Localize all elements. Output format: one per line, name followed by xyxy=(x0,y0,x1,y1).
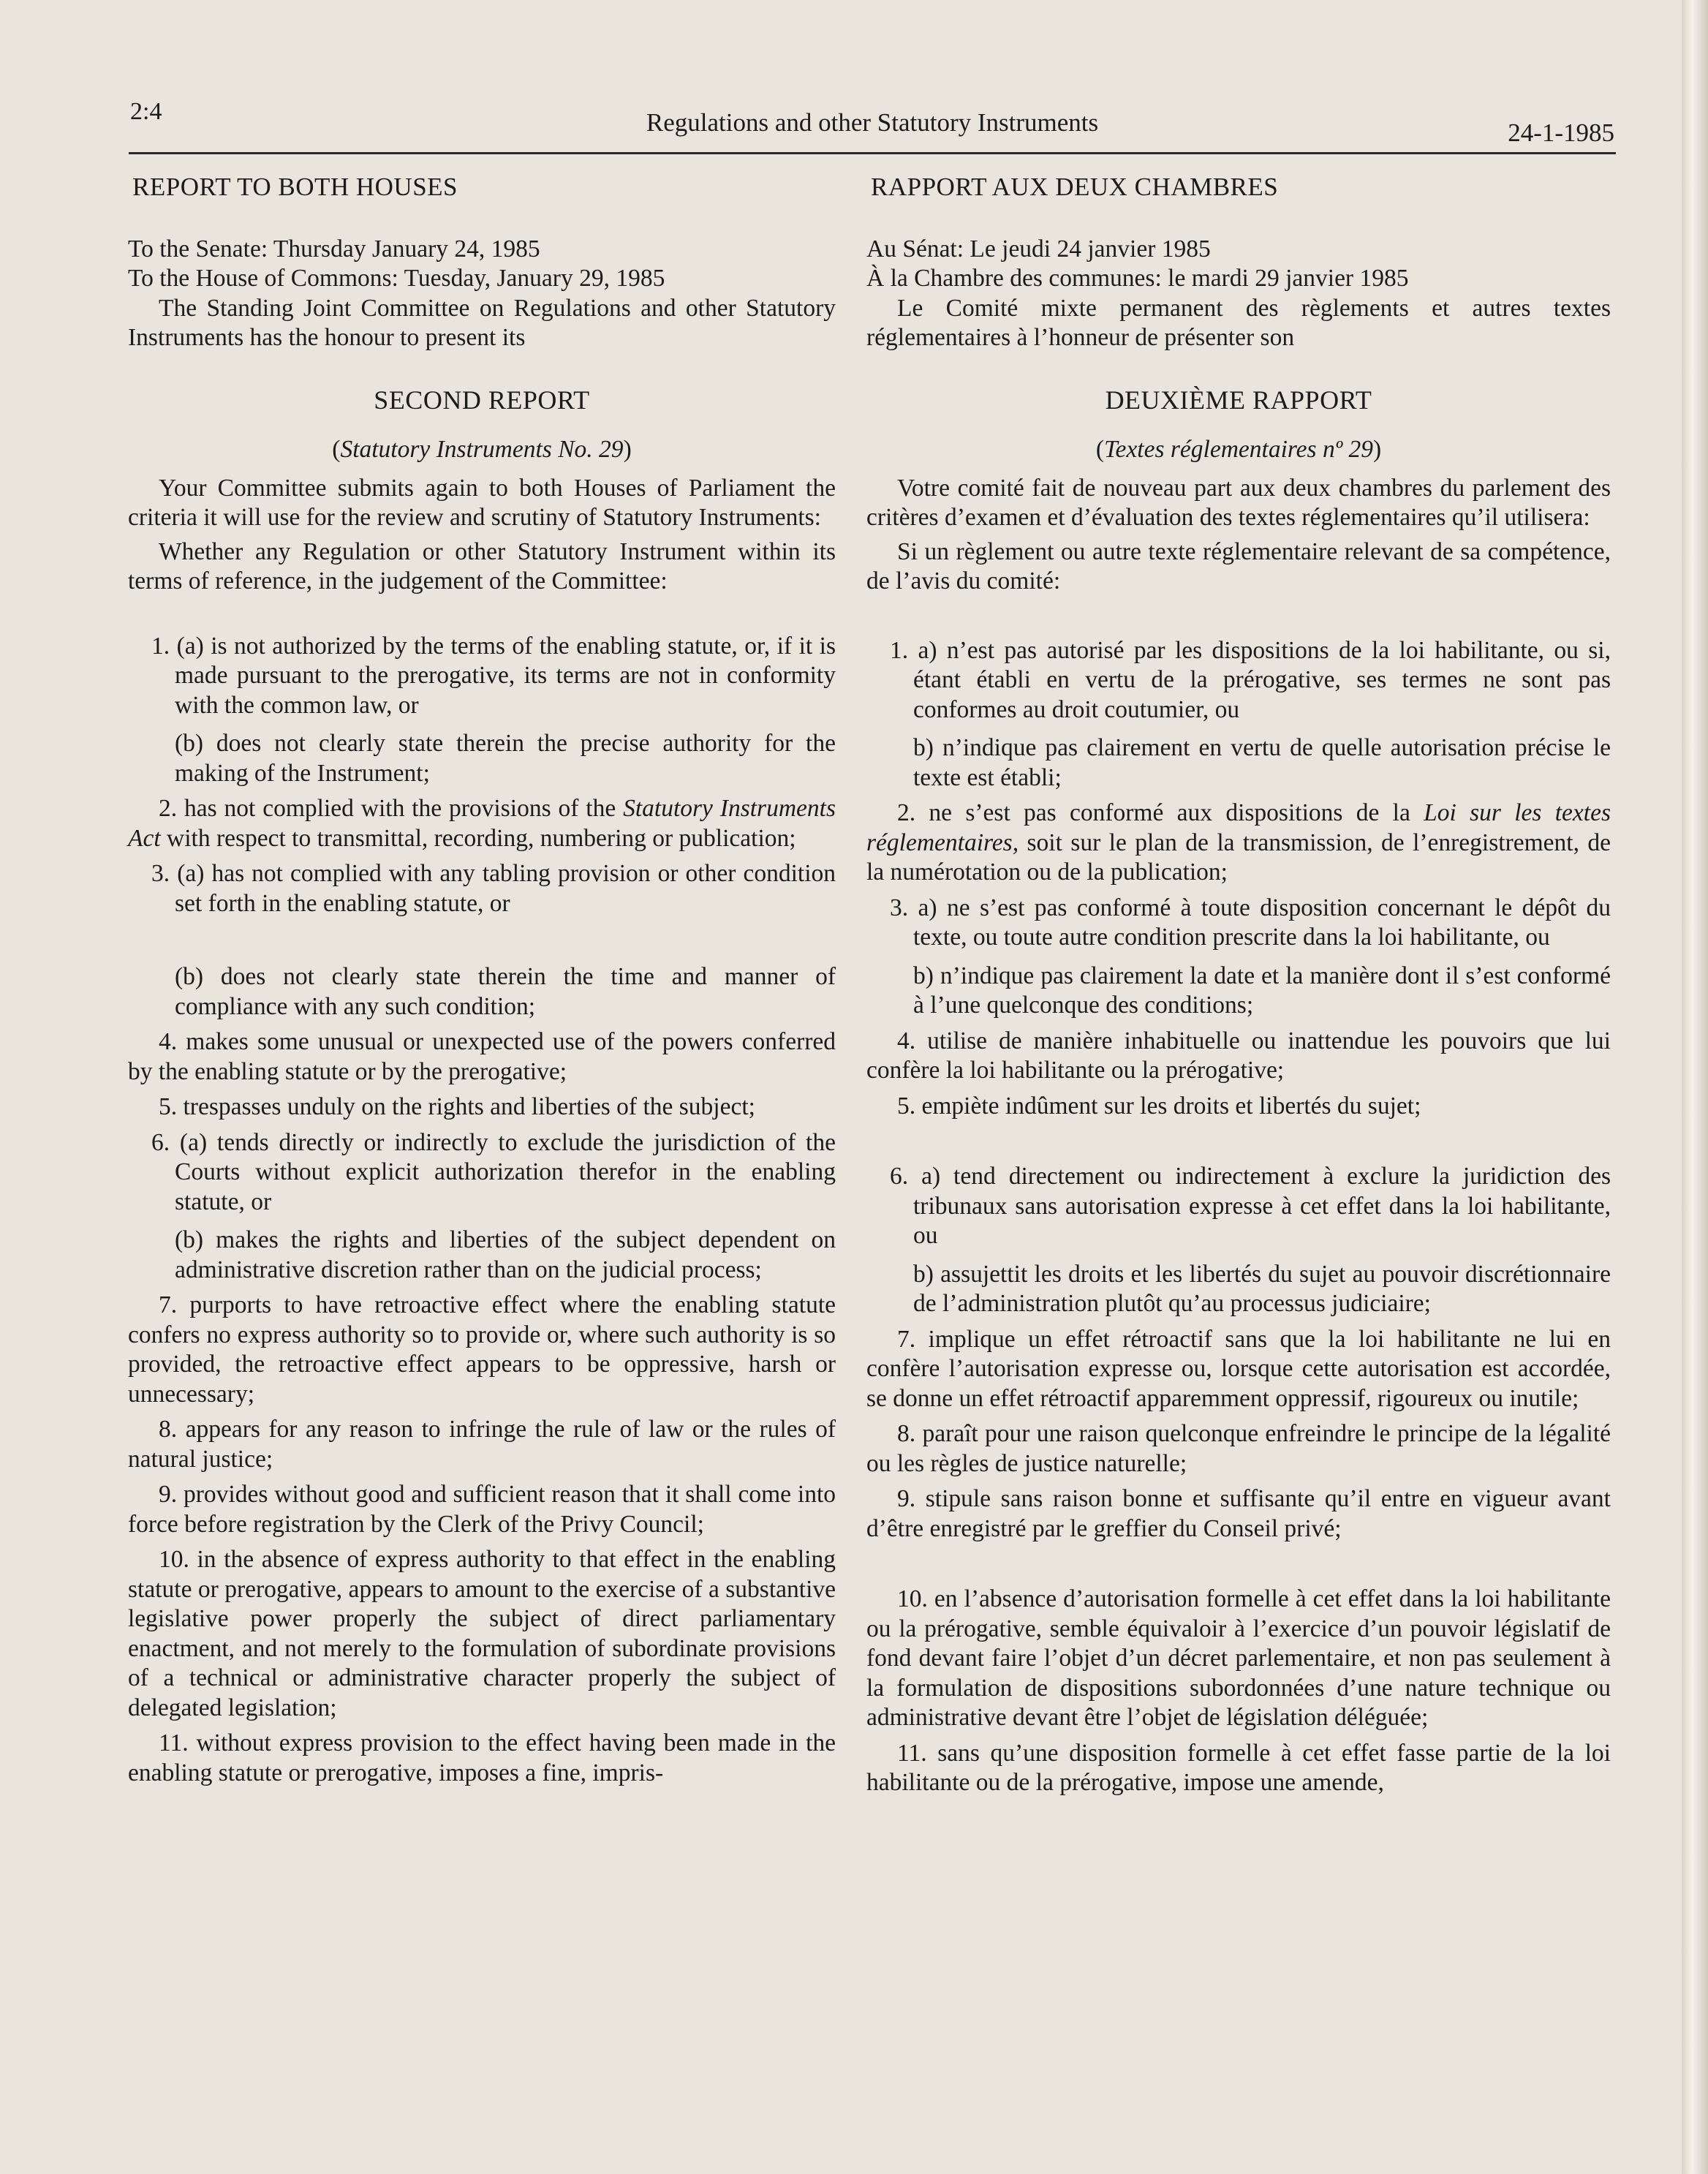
criterion-1b: b) n’indique pas clairement en vertu de quelle autorisation précise le texte est établi; xyxy=(913,734,1611,791)
criterion-3b: (b) does not clearly state therein the time and manner of compliance with any such condition; xyxy=(175,963,836,1020)
criterion-2 xyxy=(128,794,836,853)
criterion-2-pre: 2. ne s’est pas conformé aux dispositions de la xyxy=(897,799,1424,826)
subtitle-text: Textes réglementaires nº 29 xyxy=(1104,436,1373,463)
criteria-lead: Whether any Regulation or other Statutory Instrument within its terms of reference, in the judgement of the Committee: xyxy=(128,537,836,595)
criterion-5: 5. trespasses unduly on the rights and liberties of the subject; xyxy=(159,1093,755,1120)
senate-date: Au Sénat: Le jeudi 24 janvier 1985 xyxy=(866,235,1211,263)
criterion-2-post: with respect to transmittal, recording, numbering or publication; xyxy=(160,824,796,852)
criteria-intro: Votre comité fait de nouveau part aux deux chambres du parlement des critères d’examen et d’évaluation des textes réglementaires qu’il utilisera: xyxy=(866,474,1611,531)
criterion-6b: b) assujettit les droits et les libertés du sujet au pouvoir discrétionnaire de l’administration plutôt qu’au processus judiciaire; xyxy=(913,1260,1611,1317)
criterion-6a: 6. (a) tends directly or indirectly to exclude the jurisdiction of the Courts without explicit authorization therefor in the enabling statute, or xyxy=(151,1128,836,1215)
criterion-3a: 3. (a) has not complied with any tabling provision or other condition set forth in the enabling statute, or xyxy=(151,860,836,917)
criterion-1a: 1. a) n’est pas autorisé par les dispositions de la loi habilitante, ou si, étant établi en vertu de la prérogative, ses termes ne sont pas conformes au droit coutumier, ou xyxy=(890,636,1611,723)
criterion-6b: (b) makes the rights and liberties of the subject dependent on administrative discretion rather than on the judicial process; xyxy=(175,1226,836,1283)
criterion-11: 11. sans qu’une disposition formelle à cet effet fasse partie de la loi habilitante ou de la prérogative, impose une amende, xyxy=(866,1739,1611,1796)
subtitle-text: Statutory Instruments No. 29 xyxy=(340,436,624,463)
header-date: 24-1-1985 xyxy=(1508,118,1614,147)
criterion-4: 4. makes some unusual or unexpected use of the powers conferred by the enabling statute or by the prerogative; xyxy=(128,1028,836,1085)
running-header xyxy=(130,94,1614,152)
criterion-6a: 6. a) tend directement ou indirectement à exclure la juridiction des tribunaux sans autorisation expresse à cet effet dans la loi habilitante, ou xyxy=(890,1163,1611,1249)
section-heading: REPORT TO BOTH HOUSES xyxy=(132,173,458,201)
report-subtitle: (Textes réglementaires nº 29) xyxy=(1095,436,1382,463)
header-title: Regulations and other Statutory Instruments xyxy=(646,108,1099,137)
commons-date: À la Chambre des communes: le mardi 29 janvier 1985 xyxy=(866,265,1409,292)
page-number: 2:4 xyxy=(130,98,162,125)
intro-paragraph: Le Comité mixte permanent des règlements et autres textes réglementaires à l’honneur de présenter son xyxy=(866,294,1611,351)
criterion-9: 9. provides without good and sufficient reason that it shall come into force before registration by the Clerk of the Privy Council; xyxy=(128,1481,836,1538)
page-edge xyxy=(1682,0,1708,2174)
criterion-1a: 1. (a) is not authorized by the terms of the enabling statute, or, if it is made pursuant to the prerogative, its terms are not in conformity with the common law, or xyxy=(151,632,836,719)
header-rule xyxy=(129,152,1616,154)
intro-paragraph: The Standing Joint Committee on Regulations and other Statutory Instruments has the honour to present its xyxy=(128,294,836,351)
criterion-7: 7. implique un effet rétroactif sans que la loi habilitante ne lui en confère l’autorisation expresse ou, lorsque cette autorisation est accordée, se donne un effet rétroactif apparemment oppressif, rigoureux ou inutile; xyxy=(866,1325,1611,1412)
criterion-2-act: Statutory Instruments Act xyxy=(128,795,836,852)
criterion-10: 10. en l’absence d’autorisation formelle à cet effet dans la loi habilitante ou la prérogative, semble équivaloir à l’exercice d’un pouvoir législatif de fond devant faire l’objet d’un décret parlementaire, et non pas seulement à la formulation de dispositions subordonnées d’une nature technique ou administrative devant être l’objet de législation déléguée; xyxy=(866,1585,1611,1731)
criterion-8: 8. paraît pour une raison quelconque enfreindre le principe de la légalité ou les règles de justice naturelle; xyxy=(866,1420,1611,1477)
criterion-2 xyxy=(866,799,1611,888)
criterion-5: 5. empiète indûment sur les droits et libertés du sujet; xyxy=(897,1092,1421,1120)
criteria-lead: Si un règlement ou autre texte réglementaire relevant de sa compétence, de l’avis du comité: xyxy=(866,537,1611,595)
criterion-2-post: soit sur le plan de la transmission, de l’enregistrement, de la numérotation ou de la publication; xyxy=(866,829,1611,886)
report-title: DEUXIÈME RAPPORT xyxy=(1105,385,1372,415)
criterion-3b: b) n’indique pas clairement la date et la manière dont il s’est conformé à l’une quelconque des conditions; xyxy=(913,962,1611,1019)
criterion-7: 7. purports to have retroactive effect where the enabling statute confers no express authority so to provide or, where such authority is so provided, the retroactive effect appears to be oppressive, harsh or unnecessary; xyxy=(128,1291,836,1408)
criteria-intro: Your Committee submits again to both Houses of Parliament the criteria it will use for the review and scrutiny of Statutory Instruments: xyxy=(128,474,836,531)
criterion-2-act: Loi sur les textes réglementaires, xyxy=(866,799,1611,856)
report-title: SECOND REPORT xyxy=(374,385,590,415)
criterion-4: 4. utilise de manière inhabituelle ou inattendue les pouvoirs que lui confère la loi habilitante ou la prérogative; xyxy=(866,1027,1611,1084)
criterion-8: 8. appears for any reason to infringe the rule of law or the rules of natural justice; xyxy=(128,1416,836,1473)
criterion-2-pre: 2. has not complied with the provisions of the xyxy=(159,795,624,822)
english-column xyxy=(128,168,836,1794)
criterion-11: 11. without express provision to the effect having been made in the enabling statute or prerogative, imposes a fine, impris- xyxy=(128,1729,836,1786)
criterion-3a: 3. a) ne s’est pas conformé à toute disposition concernant le dépôt du texte, ou toute autre condition prescrite dans la loi habilitante, ou xyxy=(890,894,1611,951)
criterion-10: 10. in the absence of express authority to that effect in the enabling statute or prerogative, appears to amount to the exercise of a substantive legislative power properly the subject of direct parliamentary enactment, and not merely to the formulation of subordinate provisions of a technical or administrative character properly the subject of delegated legislation; xyxy=(128,1546,836,1721)
report-subtitle: (Statutory Instruments No. 29) xyxy=(332,436,632,463)
senate-date: To the Senate: Thursday January 24, 1985 xyxy=(128,235,540,263)
criterion-9: 9. stipule sans raison bonne et suffisante qu’il entre en vigueur avant d’être enregistré par le greffier du Conseil privé; xyxy=(866,1485,1611,1542)
section-heading: RAPPORT AUX DEUX CHAMBRES xyxy=(871,173,1279,201)
commons-date: To the House of Commons: Tuesday, January 29, 1985 xyxy=(128,265,665,292)
french-column xyxy=(866,168,1611,1804)
criterion-1b: (b) does not clearly state therein the precise authority for the making of the Instrument; xyxy=(175,730,836,787)
